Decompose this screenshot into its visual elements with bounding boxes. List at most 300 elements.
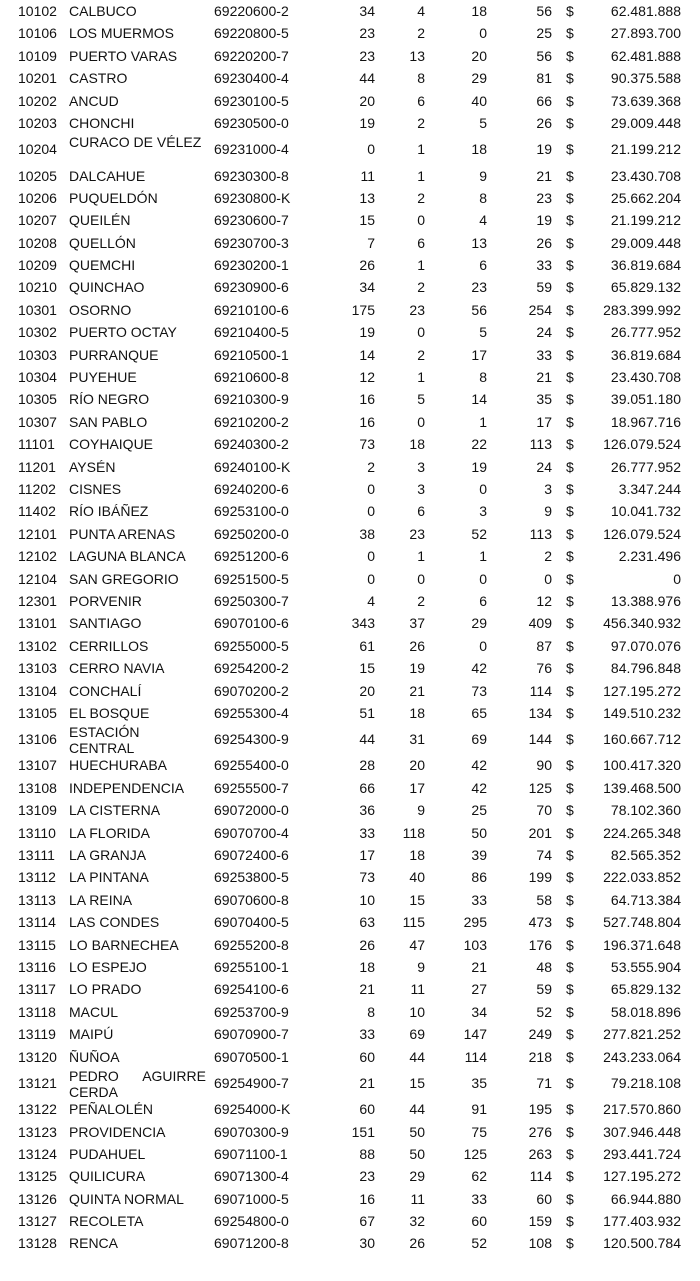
cell-code: 10207	[18, 212, 57, 229]
cell-count-3: 0	[479, 25, 487, 42]
cell-rut: 69210600-8	[214, 369, 289, 386]
cell-count-2: 6	[417, 234, 425, 251]
cell-count-3: 42	[471, 779, 487, 796]
cell-count-2: 5	[417, 391, 425, 408]
cell-amount: 177.403.932	[603, 1213, 681, 1230]
table-row	[0, 0, 700, 22]
cell-code: 10305	[18, 391, 57, 408]
table-row	[0, 568, 700, 590]
cell-rut: 69230900-6	[214, 279, 289, 296]
cell-count-1: 151	[351, 1123, 375, 1140]
currency-symbol: $	[566, 869, 574, 886]
cell-amount: 120.500.784	[603, 1235, 681, 1252]
cell-count-2: 1	[417, 141, 425, 158]
cell-code: 13118	[18, 1003, 56, 1020]
table-row	[0, 934, 700, 956]
cell-code: 11101	[18, 436, 55, 453]
cell-total: 59	[536, 279, 552, 296]
table-row	[0, 1121, 700, 1143]
cell-count-1: 26	[359, 936, 375, 953]
cell-count-2: 3	[417, 458, 425, 475]
cell-rut: 69254100-6	[214, 981, 289, 998]
table-row	[0, 724, 700, 757]
cell-name: QUINTA NORMAL	[69, 1190, 184, 1207]
currency-symbol: $	[566, 936, 574, 953]
cell-count-3: 73	[471, 682, 487, 699]
cell-name: CONCHALÍ	[69, 682, 142, 699]
cell-count-3: 0	[479, 637, 487, 654]
cell-count-1: 33	[359, 824, 375, 841]
cell-total: 276	[528, 1123, 552, 1140]
cell-count-2: 44	[409, 1101, 425, 1118]
cell-count-1: 8	[367, 1003, 375, 1020]
cell-total: 71	[536, 1074, 552, 1091]
cell-code: 13110	[18, 824, 56, 841]
cell-count-1: 21	[359, 1074, 375, 1091]
currency-symbol: $	[566, 1213, 574, 1230]
cell-rut: 69070300-9	[214, 1123, 289, 1140]
cell-count-1: 11	[360, 167, 375, 184]
cell-count-3: 52	[471, 525, 487, 542]
cell-code: 13124	[18, 1145, 57, 1162]
cell-code: 10303	[18, 346, 57, 363]
cell-name: PURRANQUE	[69, 346, 159, 363]
cell-amount: 21.199.212	[610, 212, 681, 229]
cell-rut: 69210500-1	[214, 346, 289, 363]
cell-count-1: 44	[359, 731, 375, 748]
cell-code: 12102	[18, 548, 57, 565]
currency-symbol: $	[566, 346, 574, 363]
cell-amount: 36.819.684	[610, 257, 681, 274]
cell-rut: 69072400-6	[214, 847, 289, 864]
cell-name: LAGUNA BLANCA	[69, 548, 186, 565]
cell-name: CISNES	[69, 481, 122, 497]
table-row	[0, 1098, 700, 1120]
cell-code: 13112	[18, 869, 56, 886]
table-row	[0, 657, 700, 679]
cell-count-3: 13	[471, 234, 487, 251]
cell-code: 13107	[18, 757, 57, 774]
cell-code: 13111	[18, 847, 55, 864]
currency-symbol: $	[566, 1048, 574, 1065]
cell-rut: 69070700-4	[214, 824, 289, 841]
cell-name: CALBUCO	[69, 3, 137, 19]
cell-count-2: 13	[409, 47, 425, 64]
cell-count-2: 18	[409, 847, 425, 864]
cell-count-2: 2	[417, 279, 425, 296]
cell-code: 13103	[18, 660, 57, 677]
cell-count-3: 62	[471, 1168, 487, 1185]
cell-code: 13127	[18, 1213, 57, 1230]
table-row	[0, 165, 700, 187]
cell-count-1: 0	[367, 503, 375, 520]
cell-count-3: 295	[463, 914, 487, 931]
currency-symbol: $	[566, 1101, 574, 1118]
cell-amount: 224.265.348	[603, 824, 681, 841]
cell-total: 176	[528, 936, 552, 953]
cell-rut: 69231000-4	[214, 141, 289, 158]
cell-count-1: 18	[359, 959, 375, 975]
cell-total: 24	[536, 458, 552, 475]
table-row	[0, 777, 700, 799]
cell-code: 13116	[18, 959, 56, 975]
cell-rut: 69230700-3	[214, 234, 289, 251]
cell-count-3: 5	[479, 114, 487, 131]
cell-code: 10204	[18, 141, 57, 158]
cell-total: 25	[536, 25, 552, 42]
cell-count-1: 66	[359, 779, 375, 796]
cell-count-2: 47	[409, 936, 425, 953]
currency-symbol: $	[566, 802, 574, 819]
currency-symbol: $	[566, 891, 574, 908]
cell-code: 13120	[18, 1048, 57, 1065]
cell-name: MACUL	[69, 1003, 119, 1020]
currency-symbol: $	[566, 47, 574, 64]
table-row	[0, 478, 700, 500]
table-row	[0, 822, 700, 844]
cell-count-1: 14	[359, 346, 375, 363]
cell-count-2: 20	[409, 757, 425, 774]
cell-amount: 127.195.272	[603, 1168, 681, 1185]
cell-name: PUQUELDÓN	[69, 189, 158, 206]
cell-count-1: 23	[359, 25, 375, 42]
cell-count-1: 16	[359, 413, 375, 430]
cell-name: PEÑALOLÉN	[69, 1101, 154, 1118]
cell-name: ESTACIÓN CENTRAL	[69, 724, 140, 757]
cell-amount: 65.829.132	[610, 981, 681, 998]
cell-count-3: 21	[471, 959, 487, 975]
cell-amount: 65.829.132	[610, 279, 681, 296]
cell-code: 13102	[18, 637, 57, 654]
cell-amount: 64.713.384	[610, 891, 681, 908]
cell-count-3: 19	[471, 458, 487, 475]
cell-count-3: 8	[479, 369, 487, 386]
cell-total: 21	[536, 167, 552, 184]
cell-total: 125	[528, 779, 552, 796]
cell-total: 199	[528, 869, 552, 886]
cell-total: 56	[536, 47, 552, 64]
cell-count-2: 0	[417, 324, 425, 341]
cell-amount: 90.375.588	[610, 70, 681, 87]
cell-code: 13117	[18, 981, 56, 998]
cell-code: 10301	[18, 301, 57, 318]
cell-count-3: 14	[471, 391, 487, 408]
cell-code: 13123	[18, 1123, 57, 1140]
cell-total: 81	[536, 70, 552, 87]
cell-count-2: 26	[409, 1235, 425, 1252]
cell-count-3: 5	[479, 324, 487, 341]
cell-count-1: 44	[359, 70, 375, 87]
cell-total: 74	[536, 847, 552, 864]
table-row	[0, 321, 700, 343]
currency-symbol: $	[566, 391, 574, 408]
cell-amount: 0	[673, 570, 681, 587]
cell-total: 24	[536, 324, 552, 341]
cell-amount: 196.371.648	[603, 936, 681, 953]
currency-symbol: $	[566, 731, 574, 748]
cell-amount: 283.399.992	[603, 301, 681, 318]
cell-code: 13115	[18, 936, 56, 953]
cell-amount: 527.748.804	[603, 914, 681, 931]
cell-amount: 307.946.448	[603, 1123, 681, 1140]
cell-amount: 127.195.272	[603, 682, 681, 699]
cell-code: 10205	[18, 167, 57, 184]
cell-count-2: 11	[410, 981, 425, 998]
cell-total: 249	[528, 1026, 552, 1043]
cell-count-3: 103	[463, 936, 487, 953]
cell-count-3: 29	[471, 615, 487, 632]
cell-amount: 39.051.180	[610, 391, 681, 408]
cell-code: 13101	[18, 615, 57, 632]
cell-name: QUELLÓN	[69, 234, 136, 251]
cell-name: LO PRADO	[69, 981, 142, 998]
cell-rut: 69230500-0	[214, 114, 289, 131]
table-row	[0, 456, 700, 478]
cell-rut: 69255000-5	[214, 637, 289, 654]
cell-count-1: 4	[367, 592, 375, 609]
cell-total: 134	[528, 704, 552, 721]
cell-amount: 26.777.952	[610, 324, 681, 341]
cell-count-2: 10	[409, 1003, 425, 1020]
cell-name: CERRO NAVIA	[69, 660, 165, 677]
cell-count-2: 50	[409, 1123, 425, 1140]
cell-total: 60	[536, 1190, 552, 1207]
cell-count-1: 26	[359, 257, 375, 274]
table-row	[0, 799, 700, 821]
cell-total: 52	[536, 1003, 552, 1020]
currency-symbol: $	[566, 301, 574, 318]
cell-amount: 29.009.448	[610, 234, 681, 251]
cell-total: 144	[528, 731, 552, 748]
cell-count-3: 50	[471, 824, 487, 841]
currency-symbol: $	[566, 458, 574, 475]
cell-name: LO ESPEJO	[69, 959, 147, 975]
cell-code: 12101	[18, 525, 57, 542]
cell-count-1: 34	[359, 3, 375, 19]
cell-name: QUEMCHI	[69, 257, 136, 274]
cell-count-3: 8	[479, 189, 487, 206]
cell-count-2: 18	[409, 704, 425, 721]
cell-count-1: 20	[359, 92, 375, 109]
table-row	[0, 1001, 700, 1023]
cell-count-3: 33	[471, 891, 487, 908]
cell-count-3: 40	[471, 92, 487, 109]
cell-code: 13113	[18, 891, 56, 908]
cell-code: 13108	[18, 779, 57, 796]
cell-count-1: 23	[359, 1168, 375, 1185]
currency-symbol: $	[566, 548, 574, 565]
cell-count-3: 60	[471, 1213, 487, 1230]
currency-symbol: $	[566, 25, 574, 42]
cell-count-2: 2	[417, 25, 425, 42]
cell-count-2: 15	[409, 891, 425, 908]
cell-total: 473	[528, 914, 552, 931]
cell-count-1: 2	[367, 458, 375, 475]
currency-symbol: $	[566, 847, 574, 864]
cell-amount: 23.430.708	[610, 369, 681, 386]
cell-code: 10201	[18, 70, 57, 87]
cell-amount: 26.777.952	[610, 458, 681, 475]
cell-amount: 53.555.904	[610, 959, 681, 975]
cell-count-3: 35	[471, 1074, 487, 1091]
cell-name: LA GRANJA	[69, 847, 147, 864]
cell-count-1: 19	[359, 114, 375, 131]
cell-total: 201	[528, 824, 552, 841]
table-row	[0, 112, 700, 134]
cell-name: LAS CONDES	[69, 914, 160, 931]
currency-symbol: $	[566, 704, 574, 721]
currency-symbol: $	[566, 682, 574, 699]
cell-count-2: 8	[417, 70, 425, 87]
cell-count-1: 20	[359, 682, 375, 699]
cell-amount: 217.570.860	[603, 1101, 681, 1118]
currency-symbol: $	[566, 1190, 574, 1207]
currency-symbol: $	[566, 637, 574, 654]
cell-count-1: 10	[359, 891, 375, 908]
cell-total: 26	[536, 234, 552, 251]
table-row	[0, 612, 700, 634]
table-row	[0, 45, 700, 67]
cell-count-1: 0	[367, 548, 375, 565]
cell-count-1: 73	[359, 869, 375, 886]
cell-count-3: 69	[471, 731, 487, 748]
cell-count-2: 6	[417, 503, 425, 520]
cell-count-3: 42	[471, 757, 487, 774]
table-row	[0, 1188, 700, 1210]
cell-name: RÍO NEGRO	[69, 391, 150, 408]
cell-count-1: 60	[359, 1048, 375, 1065]
cell-rut: 69251500-5	[214, 570, 289, 587]
cell-code: 13122	[18, 1101, 57, 1118]
currency-symbol: $	[566, 413, 574, 430]
cell-count-3: 6	[479, 592, 487, 609]
cell-code: 12301	[18, 592, 57, 609]
table-row	[0, 1143, 700, 1165]
table-row	[0, 1068, 700, 1098]
cell-rut: 69240300-2	[214, 436, 289, 453]
cell-count-1: 0	[367, 481, 375, 497]
cell-count-2: 2	[417, 114, 425, 131]
cell-count-2: 9	[417, 959, 425, 975]
cell-amount: 36.819.684	[610, 346, 681, 363]
cell-rut: 69254900-7	[214, 1074, 289, 1091]
cell-count-2: 19	[409, 660, 425, 677]
cell-code: 13106	[18, 731, 57, 748]
cell-count-2: 1	[417, 257, 425, 274]
cell-count-1: 21	[359, 981, 375, 998]
cell-amount: 126.079.524	[603, 436, 681, 453]
cell-count-1: 28	[359, 757, 375, 774]
currency-symbol: $	[566, 1123, 574, 1140]
cell-count-1: 0	[367, 141, 375, 158]
cell-amount: 139.468.500	[603, 779, 681, 796]
cell-name: ANCUD	[69, 92, 119, 109]
cell-count-1: 38	[359, 525, 375, 542]
table-row	[0, 22, 700, 44]
table-row	[0, 754, 700, 776]
cell-code: 10210	[18, 279, 57, 296]
currency-symbol: $	[566, 234, 574, 251]
cell-name: INDEPENDENCIA	[69, 779, 185, 796]
cell-count-3: 147	[463, 1026, 487, 1043]
cell-amount: 126.079.524	[603, 525, 681, 542]
cell-amount: 84.796.848	[610, 660, 681, 677]
cell-code: 11201	[18, 458, 56, 475]
cell-rut: 69251200-6	[214, 548, 289, 565]
cell-count-3: 114	[464, 1048, 487, 1065]
cell-code: 11202	[18, 481, 56, 497]
cell-count-2: 29	[409, 1168, 425, 1185]
cell-count-3: 86	[471, 869, 487, 886]
currency-symbol: $	[566, 660, 574, 677]
cell-count-3: 9	[479, 167, 487, 184]
cell-total: 21	[536, 369, 552, 386]
cell-total: 33	[536, 346, 552, 363]
table-row	[0, 254, 700, 276]
cell-name: PROVIDENCIA	[69, 1123, 166, 1140]
cell-count-1: 0	[367, 570, 375, 587]
cell-rut: 69254800-0	[214, 1213, 289, 1230]
cell-name: PEDRO AGUIRRE CERDA	[69, 1067, 206, 1100]
cell-amount: 18.967.716	[610, 413, 681, 430]
cell-total: 70	[536, 802, 552, 819]
cell-count-2: 23	[409, 525, 425, 542]
cell-rut: 69255200-8	[214, 936, 289, 953]
cell-name: SAN GREGORIO	[69, 570, 179, 587]
cell-amount: 66.944.880	[610, 1190, 681, 1207]
cell-count-3: 22	[471, 436, 487, 453]
cell-count-2: 1	[417, 167, 425, 184]
cell-count-3: 125	[463, 1145, 487, 1162]
cell-amount: 62.481.888	[610, 3, 681, 19]
cell-count-2: 40	[409, 869, 425, 886]
currency-symbol: $	[566, 257, 574, 274]
cell-amount: 10.041.732	[610, 503, 681, 520]
table-row	[0, 187, 700, 209]
table-row	[0, 299, 700, 321]
cell-total: 0	[544, 570, 552, 587]
cell-count-2: 2	[417, 189, 425, 206]
cell-total: 58	[536, 891, 552, 908]
currency-symbol: $	[566, 525, 574, 542]
cell-total: 108	[528, 1235, 552, 1252]
cell-rut: 69071000-5	[214, 1190, 289, 1207]
cell-rut: 69070900-7	[214, 1026, 289, 1043]
cell-name: AYSÉN	[69, 458, 116, 475]
cell-name: CERRILLOS	[69, 637, 149, 654]
cell-count-1: 60	[359, 1101, 375, 1118]
cell-amount: 13.388.976	[610, 592, 681, 609]
cell-amount: 73.639.368	[610, 92, 681, 109]
cell-count-1: 67	[359, 1213, 375, 1230]
currency-symbol: $	[566, 114, 574, 131]
table-row	[0, 388, 700, 410]
cell-total: 2	[544, 548, 552, 565]
currency-symbol: $	[566, 1026, 574, 1043]
currency-symbol: $	[566, 436, 574, 453]
currency-symbol: $	[566, 3, 574, 19]
cell-amount: 293.441.724	[603, 1145, 681, 1162]
cell-name: LO BARNECHEA	[69, 936, 179, 953]
cell-count-2: 4	[417, 3, 425, 19]
cell-rut: 69240100-K	[214, 458, 291, 475]
cell-rut: 69220600-2	[214, 3, 289, 19]
cell-name: LA FLORIDA	[69, 824, 150, 841]
cell-amount: 21.199.212	[610, 141, 681, 158]
cell-count-2: 69	[409, 1026, 425, 1043]
cell-total: 113	[529, 525, 552, 542]
cell-rut: 69230300-8	[214, 167, 289, 184]
